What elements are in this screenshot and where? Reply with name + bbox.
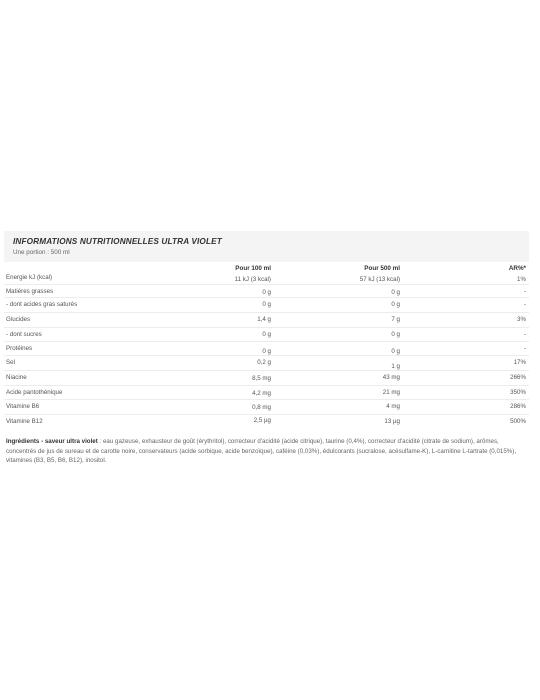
value-per-100ml: 4,2 mg (252, 390, 271, 397)
value-per-500ml: 0 g (391, 289, 400, 296)
row-label: Niacine (6, 374, 27, 381)
value-per-500ml: 4 mg (386, 403, 400, 410)
value-ar-percent: 266% (510, 374, 526, 381)
value-per-500ml: 7 g (391, 316, 400, 323)
value-per-100ml: 0 g (262, 331, 271, 338)
value-per-100ml: 1,4 g (257, 316, 271, 323)
table-row (4, 342, 529, 355)
table-header (4, 231, 529, 262)
table-row (4, 371, 529, 384)
value-per-100ml: 0,8 mg (252, 404, 271, 411)
value-per-500ml: 43 mg (382, 374, 400, 381)
table-row (4, 298, 529, 311)
table-row (4, 356, 529, 369)
value-per-500ml: 57 kJ (13 kcal) (359, 276, 400, 283)
value-ar-percent: 1% (517, 276, 526, 283)
column-header-per-500ml: Pour 500 ml (364, 265, 400, 272)
column-header-per-100ml: Pour 100 ml (235, 265, 271, 272)
value-per-500ml: 0 g (391, 348, 400, 355)
ingredients-label: Ingrédients - saveur ultra violet (6, 438, 98, 445)
ingredients-list: : eau gazeuse, exhausteur de goût (érythritol), correcteur d'acidité (acide citrique), taurine (0,4%), correcteur d'acidité (citrate de sodium), arômes, concentrés de jus de sureau et de carotte noire, conservateurs (acide sorbique, acide benzoïque), caféine (0,03%), édulcorants (sucralose, acésulfame-K), L-carnitine L-tartrate (0,015%), vitamines (B3, B5, B6, B12), inositol. (6, 438, 517, 465)
value-ar-percent: - (523, 288, 526, 295)
value-ar-percent: 3% (517, 316, 526, 323)
table-row (4, 415, 529, 428)
value-per-500ml: 1 g (391, 363, 400, 370)
serving-size: Une portion : 500 ml (13, 249, 70, 256)
column-headers (4, 262, 529, 273)
table-title: INFORMATIONS NUTRITIONNELLES ULTRA VIOLET (13, 237, 222, 246)
value-ar-percent: - (523, 301, 526, 308)
value-per-100ml: 11 kJ (3 kcal) (234, 276, 271, 283)
row-label: Vitamine B6 (6, 403, 40, 410)
ingredients-text (6, 437, 528, 466)
value-per-100ml: 0 g (262, 348, 271, 355)
row-label: Energie kJ (kcal) (6, 274, 53, 281)
value-ar-percent: 286% (510, 403, 526, 410)
value-per-500ml: 0 g (391, 331, 400, 338)
value-per-100ml: 0 g (262, 301, 271, 308)
row-label: - dont sucres (6, 331, 42, 338)
row-label: Glucides (6, 316, 31, 323)
value-ar-percent: - (523, 345, 526, 352)
nutrition-table (4, 231, 529, 425)
value-per-100ml: 0,2 g (257, 359, 271, 366)
value-ar-percent: - (523, 331, 526, 338)
row-label: Sel (6, 359, 15, 366)
row-label: Acide pantothénique (6, 389, 63, 396)
value-per-500ml: 13 µg (384, 418, 400, 425)
value-ar-percent: 17% (513, 359, 526, 366)
value-per-500ml: 0 g (391, 301, 400, 308)
value-per-100ml: 2,5 µg (253, 417, 271, 424)
column-header-ar: AR%* (508, 265, 526, 272)
table-row (4, 400, 529, 413)
row-label: Matières grasses (6, 288, 54, 295)
value-ar-percent: 500% (510, 418, 526, 425)
value-per-500ml: 21 mg (382, 389, 400, 396)
value-per-100ml: 8,5 mg (252, 375, 271, 382)
table-row (4, 386, 529, 399)
table-row (4, 313, 529, 326)
row-label: Vitamine B12 (6, 418, 43, 425)
table-row (4, 328, 529, 341)
row-label: - dont acides gras saturés (6, 301, 78, 308)
row-label: Protéines (6, 345, 33, 352)
value-ar-percent: 350% (510, 389, 526, 396)
value-per-100ml: 0 g (262, 289, 271, 296)
